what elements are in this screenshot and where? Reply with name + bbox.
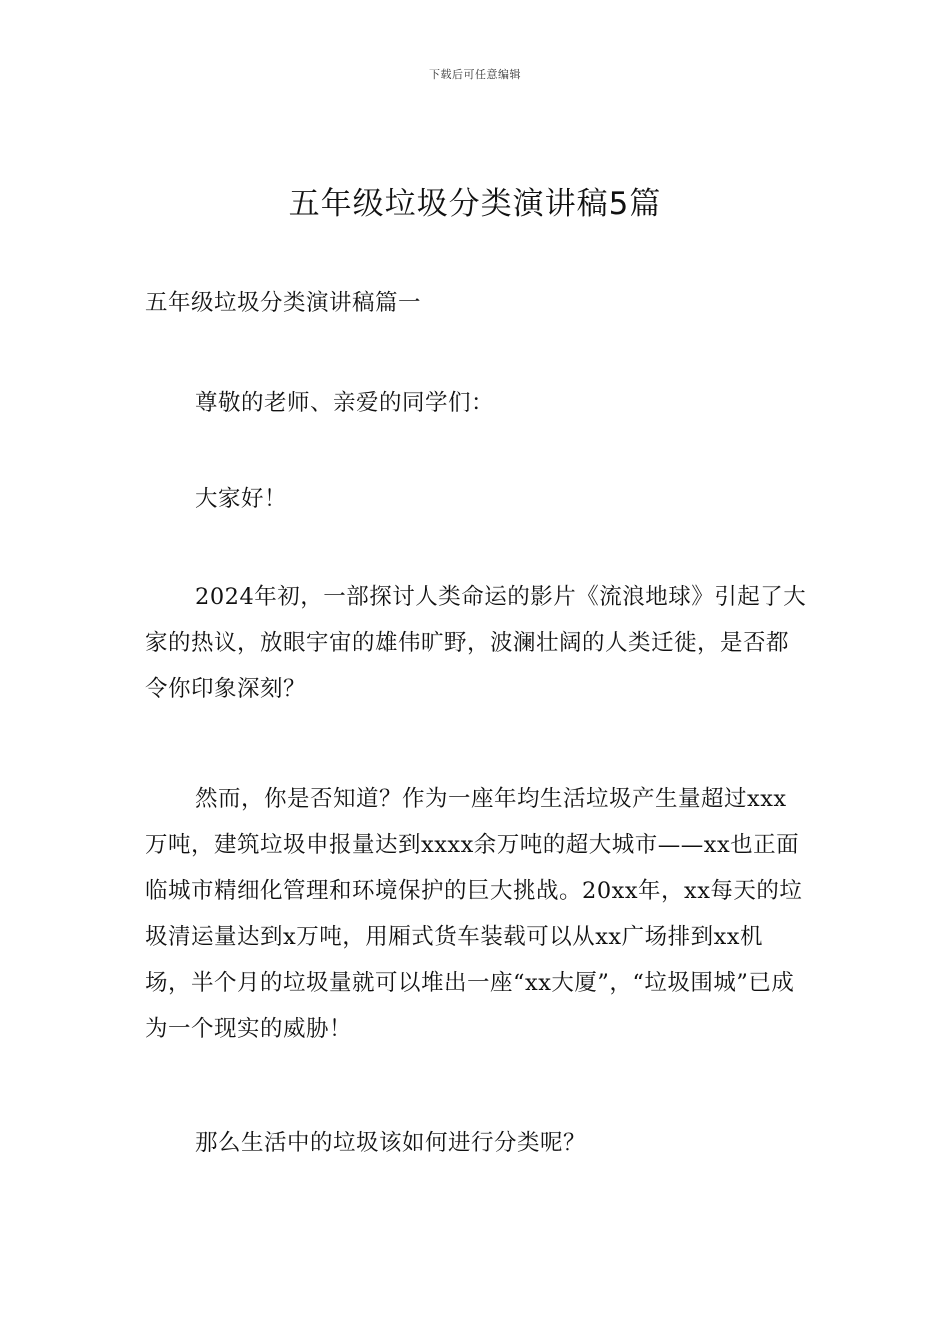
document-title: 五年级垃圾分类演讲稿5篇 (288, 186, 662, 222)
paragraph-challenge: 然而，你是否知道？作为一座年均生活垃圾产生量超过xxx万吨，建筑垃圾申报量达到xxxx余万吨的超大城市——xx也正面临城市精细化管理和环境保护的巨大挑战。20xx年，xx每天的垃圾清运量达到x万吨，用厢式货车装载可以从xx广场排到xx机场，半个月的垃圾量就可以堆出一座“xx大厦”，“垃圾围城”已成为一个现实的威胁！ (145, 786, 803, 1042)
paragraph-hello: 大家好！ (195, 486, 288, 512)
paragraph-question: 那么生活中的垃圾该如何进行分类呢？ (195, 1130, 587, 1156)
header-note: 下载后可任意编辑 (429, 68, 521, 81)
paragraph-intro: 2024年初，一部探讨人类命运的影片《流浪地球》引起了大家的热议，放眼宇宙的雄伟旷野，波澜壮阔的人类迁徙，是否都令你印象深刻？ (145, 584, 807, 702)
paragraph-greeting: 尊敬的老师、亲爱的同学们： (195, 390, 495, 416)
section-heading: 五年级垃圾分类演讲稿篇一 (145, 290, 422, 316)
